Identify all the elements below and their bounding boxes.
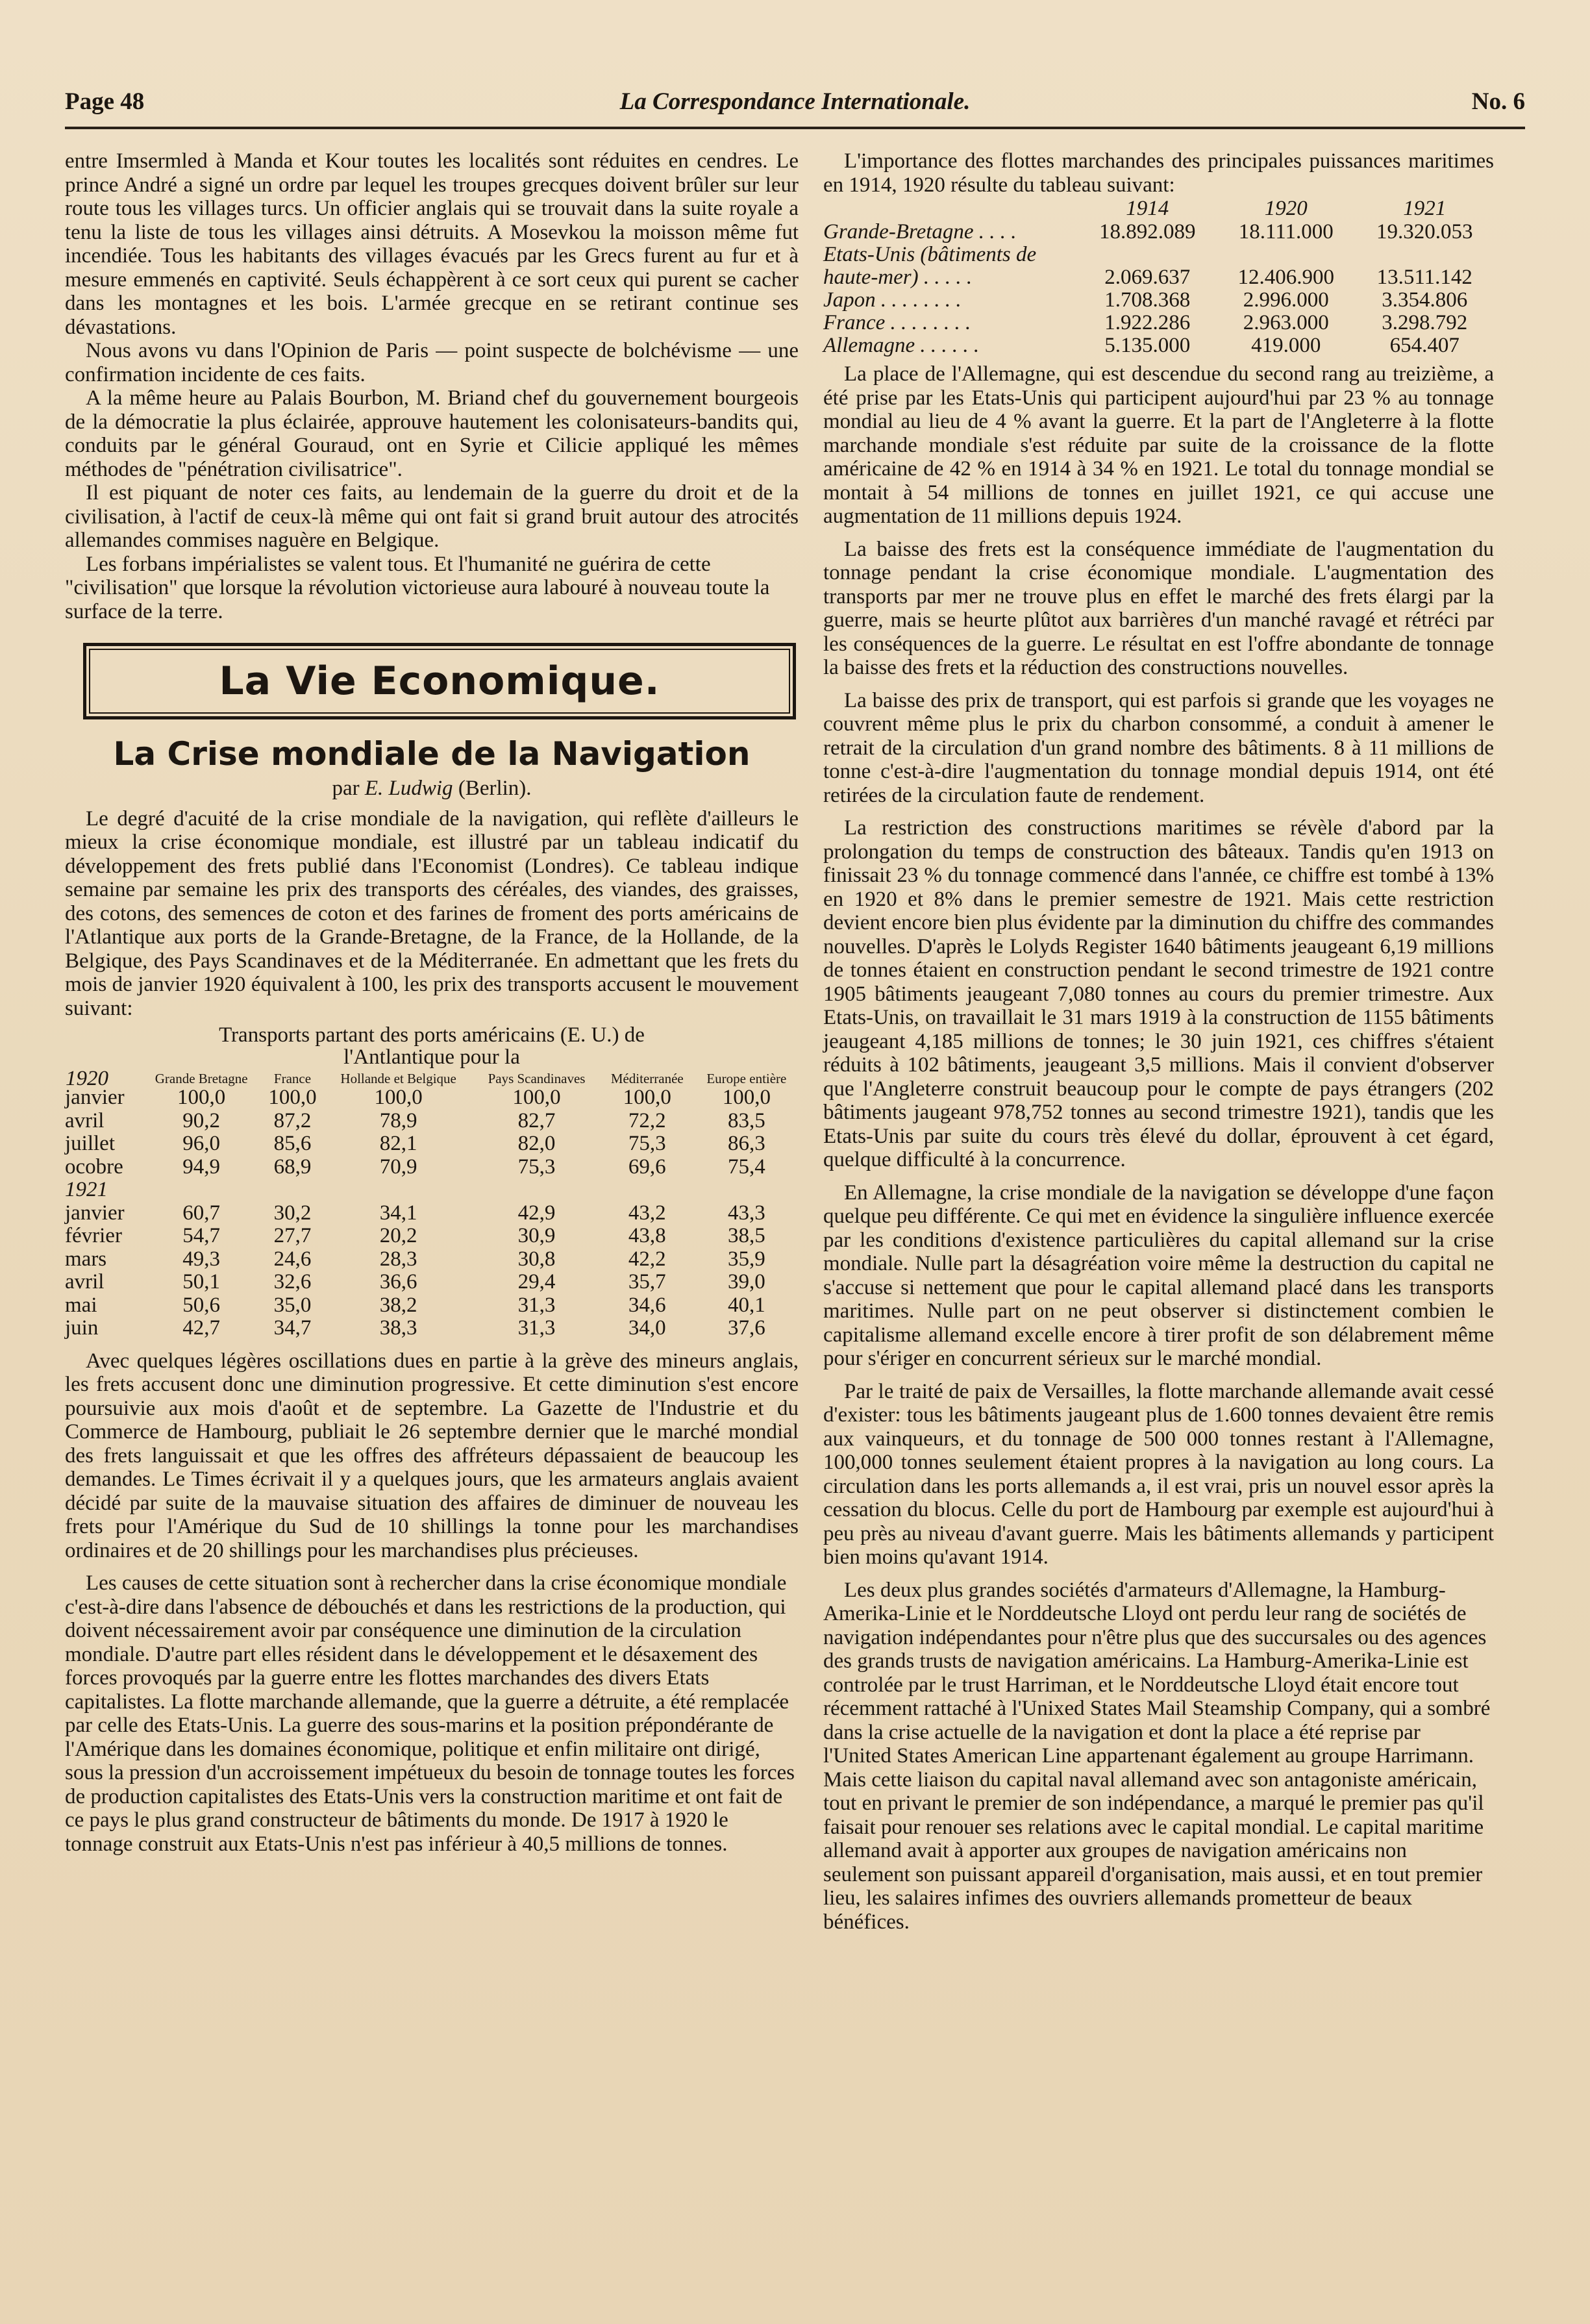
year-label: 1921 [65, 1178, 108, 1201]
table-cell [1356, 244, 1495, 266]
freight-caption-line: l'Antlantique pour la [343, 1045, 520, 1069]
table-cell: 82,7 [517, 1108, 556, 1132]
paragraph: Les causes de cette situation sont à rechercher dans la crise économique mondiale c'est-à-dire dans l'absence de débouchés et dans les restrictions de la production, qui doivent nécessairement avoir par conséquence une diminution de la circulation mondiale. D'autre part elles résident dans le développement et le désaxement des forces provoqués par la guerre entre les flottes marchandes des divers Etats capitalistes. La flotte marchande allemande, que la guerre a détruite, a été remplacée par celle des Etats-Unis. La guerre des sous-marins et la position prépondérante de l'Amérique dans les domaines économique, politique et enfin militaire ont dirigé, sous la pression d'un accroissement impétueux du besoin de tonnage toutes les forces de production capitalistes des Etats-Unis vers la construction maritime et ont fait de ce pays le plus grand constructeur de bâtiments du monde. De 1917 à 1920 le tonnage construit aux Etats-Unis n'est pas inférieur à 40,5 millions de tonnes. [65, 1571, 795, 1856]
paragraph: La place de l'Allemagne, qui est descendue du second rang au treizième, a été prise par les Etats-Unis qui participent aujourd'hui par 23 % au tonnage mondial au lieu de 4 % avant la guerre. Et la part de l'Angleterre à la flotte marchande mondiale s'est réduite par suite de la croissance de la flotte américaine de 42 % en 1914 à 34 % en 1921. Le total du tonnage mondial se montait à 54 millions de tonnes en juillet 1921, ce qui accuse une augmentation de 11 millions depuis 1924. [823, 362, 1494, 528]
table-cell: 38,3 [379, 1316, 417, 1340]
country-label: Etats-Unis (bâtiments de [823, 243, 1037, 266]
section-title: La Vie Economique. [89, 649, 790, 714]
table-row [65, 1156, 799, 1179]
table-cell: 34,1 [379, 1201, 417, 1225]
table-cell: 42,9 [517, 1201, 556, 1225]
table-cell: 94,9 [182, 1155, 221, 1179]
row-label: février [65, 1224, 122, 1247]
table-cell [1217, 244, 1355, 266]
table-cell: 82,1 [379, 1132, 417, 1155]
byline-prefix: par [332, 777, 360, 800]
freight-header-row [65, 1071, 799, 1086]
table-row [65, 1271, 799, 1294]
author-name: E. Ludwig [364, 777, 453, 800]
publication-title: La Correspondance Internationale. [619, 88, 971, 115]
table-cell: 42,2 [628, 1247, 666, 1271]
table-row [823, 312, 1494, 334]
table-cell: 100,0 [374, 1086, 423, 1109]
table-row [65, 1294, 799, 1318]
row-label: janvier [65, 1086, 125, 1109]
byline [65, 777, 799, 801]
table-row [65, 1132, 799, 1156]
column-header: Méditerranée [610, 1071, 684, 1086]
country-label: haute-mer) . . . . . [823, 266, 973, 289]
table-cell: 30,8 [517, 1247, 556, 1271]
table-cell: 70,9 [379, 1155, 417, 1179]
table-cell: 85,6 [273, 1132, 312, 1155]
table-row [65, 1202, 799, 1225]
row-label: janvier [65, 1201, 125, 1225]
freight-table [65, 1067, 799, 1340]
table-cell: 38,5 [728, 1224, 765, 1247]
row-label: avril [65, 1270, 105, 1293]
table-cell: 40,1 [728, 1293, 765, 1317]
left-column [65, 149, 799, 1856]
table-cell: 36,6 [379, 1270, 417, 1293]
table-cell: 3.354.806 [1382, 288, 1468, 312]
table-row [823, 289, 1494, 312]
paragraph: En Allemagne, la crise mondiale de la navigation se développe d'une façon quelque peu différente. Ce qui met en évidence la singulière influence exercée par les conditions d'existence particulières du capital allemand sur la crise mondiale. Nulle part la désagréation voire même la destruction du capital ne s'accuse si nettement que pour le capital allemand placé dans les transports maritimes. Nulle part on ne peut observer si distinctement combien le capitalisme allemand excelle encore à tirer profit de son délabrement même pour s'ériger en concurrent sérieux sur le marché mondial. [823, 1181, 1494, 1370]
year-row [65, 1179, 799, 1202]
paragraph: A la même heure au Palais Bourbon, M. Briand chef du gouvernement bourgeois de la démocratie la plus éclairée, approuve hautement les colonisateurs-bandits qui, conduits par le général Gouraud, ont en Syrie et Cilicie appliqué les mêmes méthodes de "pénétration civilisatrice". [65, 386, 799, 481]
table-cell: 96,0 [182, 1132, 221, 1155]
table-cell: 5.135.000 [1104, 334, 1191, 357]
table-cell: 87,2 [273, 1108, 312, 1132]
table-cell: 100,0 [623, 1086, 671, 1109]
table-cell: 18.892.089 [1099, 220, 1196, 244]
table-cell: 24,6 [273, 1247, 312, 1271]
paragraph: Les forbans impérialistes se valent tous. Et l'humanité ne guérira de cette "civilisation" que lorsque la révolution victorieuse aura labouré à nouveau toute la surface de la terre. [65, 552, 770, 623]
column-header: Europe entière [706, 1071, 787, 1086]
table-cell: 49,3 [182, 1247, 221, 1271]
table-cell: 43,2 [628, 1201, 666, 1225]
paragraph: Par le traité de paix de Versailles, la flotte marchande allemande avait cessé d'exister: tous les bâtiments jaugeant plus de 1.600 tonnes devaient être remis aux vainqueurs, et du tonnage de 500 000 tonnes restant à l'Allemagne, 100,000 tonnes seulement étaient propres à la navigation au long cours. La circulation dans les ports allemands a, il est vrai, pris un nouvel essor après la cessation du blocus. Celle du port de Hambourg par exemple est aujourd'hui à peu près au niveau d'avant guerre. Mais les bâtiments allemands y participent bien moins qu'avant 1914. [823, 1379, 1494, 1569]
table-row [823, 334, 1494, 357]
table-cell: 83,5 [728, 1108, 765, 1132]
table-cell: 1.708.368 [1104, 288, 1191, 312]
table-cell: 31,3 [517, 1293, 556, 1317]
table-cell: 31,3 [517, 1316, 556, 1340]
table-row [65, 1317, 799, 1340]
table-cell: 29,4 [517, 1270, 556, 1293]
year-label: 1920 [66, 1067, 108, 1090]
table-cell: 72,2 [628, 1108, 666, 1132]
freight-table-caption [65, 1024, 799, 1068]
column-header: France [273, 1071, 312, 1086]
table-cell: 2.996.000 [1243, 288, 1329, 312]
table-cell: 654.407 [1389, 334, 1460, 357]
table-cell: 2.963.000 [1243, 311, 1329, 334]
table-cell: 12.406.900 [1237, 266, 1334, 289]
table-cell: 100,0 [722, 1086, 771, 1109]
article-intro: Le degré d'acuité de la crise mondiale de la navigation, qui reflète d'ailleurs le mieux la crise économique mondiale, est illustré par un tableau indicatif du développement des frets publié dans l'Economist (Londres). Ce tableau indique semaine par semaine les prix des transports des céréales, des viandes, des graisses, des cotons, des semences de coton et des farines de froment des ports américains de l'Atlantique aux ports de la Grande-Bretagne, de la France, de la Hollande, de la Belgique, des Pays Scandinaves et de la Méditerranée. En admettant que les frets du mois de janvier 1920 équivalent à 100, les prix des transports accusent le mouvement suivant: [65, 806, 799, 1020]
table-row [65, 1248, 799, 1271]
row-label: mars [65, 1247, 107, 1271]
table-cell: 39,0 [728, 1270, 765, 1293]
issue-number: No. 6 [1471, 88, 1525, 115]
table-cell: 50,6 [182, 1293, 221, 1317]
country-label: Japon . . . . . . . . [823, 288, 962, 312]
paragraph: La restriction des constructions maritimes se révèle d'abord par la prolongation du temps de construction des bâteaux. Tandis qu'en 1913 on finissait 23 % du tonnage commencé dans l'année, ce chiffre est tombé à 13% en 1920 et 8% dans le premier semestre de 1921. Mais cette restriction devient encore bien plus évidente par la diminution du chiffre des commandes nouvelles. D'après le Lolyds Register 1640 bâtiments jeaugeant 6,19 millions de tonnes étaient en construction pendant le second trimestre de 1921 contre 1905 bâtiments jeaugeant 7,080 tonnes au cours du premier trimestre. Aux Etats-Unis, on travaillait le 31 mars 1919 à la construction de 1155 bâtiments jeaugeant 4,185 millions de tonnes; le 30 juin 1921, ces chiffres s'étaient réduits à 102 bâtiments, jeaugeant 3,5 millions. Mais il convient d'observer que l'Angleterre construit beaucoup pour le compte de pays étrangers (202 bâtiments jaugeant 978,752 tonnes au second trimestre 1921), tandis que les Etats-Unis par suite du cours très élevé du dollar, éprouvent à cet égard, quelque difficulté à la concurrence. [823, 816, 1494, 1171]
paragraph: La baisse des prix de transport, qui est parfois si grande que les voyages ne couvrent même plus le prix du charbon consommé, a conduit à amener le retrait de la circulation d'un grand nombre des bâtiments. 8 à 11 millions de tonne c'est-à-dire l'augmentation du tonnage mondial depuis 1914, ont été retirées de la circulation faute de rendement. [823, 688, 1494, 807]
table-cell: 38,2 [379, 1293, 417, 1317]
country-label: France . . . . . . . . [823, 311, 971, 334]
table-cell: 30,9 [517, 1224, 556, 1247]
right-column [823, 149, 1494, 1934]
row-label: ocobre [65, 1155, 123, 1179]
table-cell: 78,9 [379, 1108, 417, 1132]
table-cell: 35,7 [628, 1270, 666, 1293]
table-cell: 35,0 [273, 1293, 312, 1317]
paragraph: L'importance des flottes marchandes des principales puissances maritimes en 1914, 1920 résulte du tableau suivant: [823, 149, 1494, 197]
paragraph: La baisse des frets est la conséquence immédiate de l'augmentation du tonnage pendant la crise économique mondiale. L'augmentation des transports par mer ne trouve plus en effet le marché des frets élargi par la guerre, mais se heurte plûtot aux barrières d'un manché ravagé et rétréci par les conséquences de la guerre. Le résultat en est l'offre abondante de tonnage la baisse des frets et la réduction des constructions nouvelles. [823, 537, 1494, 679]
byline-suffix: (Berlin). [458, 777, 532, 800]
year-header: 1920 [1264, 197, 1308, 220]
table-row [65, 1110, 799, 1133]
column-header: Pays Scandinaves [488, 1071, 586, 1086]
paragraph: Avec quelques légères oscillations dues en partie à la grève des mineurs anglais, les frets accusent donc une diminution progressive. Et cette diminution s'est encore poursuivie aux mois d'août et de septembre. La Gazette de l'Industrie et du Commerce de Hambourg, publiait le 26 septembre dernier que le marché mondial des frets languissait et que les offres des affréteurs dépassaient de beaucoup les demandes. Le Times écrivait il y a quelques jours, que les armateurs anglais avaient décidé par suite de la mauvaise situation des affaires de diminuer de nouveau les frets pour l'Amérique du Sud de 10 shillings la tonne pour les marchandises ordinaires et de 20 shillings pour les marchandises plus précieuses. [65, 1349, 799, 1562]
page-header [65, 81, 1525, 129]
row-label: mai [65, 1293, 97, 1317]
table-cell: 69,6 [628, 1155, 666, 1179]
table-row [65, 1225, 799, 1248]
table-cell: 90,2 [182, 1108, 221, 1132]
table-cell: 100,0 [512, 1086, 561, 1109]
table-cell: 30,2 [273, 1201, 312, 1225]
table-cell: 37,6 [728, 1316, 765, 1340]
paragraph: entre Imsermled à Manda et Kour toutes les localités sont réduites en cendres. Le prince André a signé un ordre par lequel les troupes grecques doivent brûler sur leur route tous les villages turcs. Un officier anglais qui se trouvait dans la suite royale a tenu la liste de tous les villages ainsi détruits. A Mosevkou la moisson même fut incendiée. Tous les habitants des villages évacués par les Grecs furent au fur et à mesure emmenés en captivité. Seuls échappèrent à ce sort ceux qui purent se cacher dans les montagnes et les bois. L'armée grecque en se retirant continue ses dévastations. [65, 149, 799, 339]
year-header: 1921 [1403, 197, 1447, 220]
table-cell: 19.320.053 [1376, 220, 1473, 244]
table-cell: 82,0 [517, 1132, 556, 1155]
table-row [823, 221, 1494, 244]
section-heading-box [83, 643, 796, 719]
table-cell: 2.069.637 [1104, 266, 1191, 289]
table-row [823, 266, 1494, 289]
country-label: Grande-Bretagne . . . . [823, 220, 1017, 244]
table-cell [1078, 244, 1217, 266]
row-label: juillet [65, 1132, 115, 1155]
table-cell: 75,3 [517, 1155, 556, 1179]
fleet-table [823, 197, 1494, 357]
table-cell: 60,7 [182, 1201, 221, 1225]
table-cell: 28,3 [379, 1247, 417, 1271]
table-cell: 34,7 [273, 1316, 312, 1340]
paragraph: Nous avons vu dans l'Opinion de Paris — point suspecte de bolchévisme — une confirmation incidente de ces faits. [65, 339, 799, 386]
paragraph: Il est piquant de noter ces faits, au lendemain de la guerre du droit et de la civilisation, à l'actif de ceux-là même qui ont fait si grand bruit autour des atrocités allemandes commises naguère en Belgique. [65, 481, 799, 552]
table-cell: 34,6 [628, 1293, 666, 1317]
paragraph: Les deux plus grandes sociétés d'armateurs d'Allemagne, la Hamburg-Amerika-Linie et le Norddeutsche Lloyd ont perdu leur rang de sociétés de navigation indépendantes pour n'être plus que des succursales ou des agences des grands trusts de navigation américains. La Hamburg-Amerika-Linie est controlée par le trust Harriman, et le Norddeutsche Lloyd était encore tout récemment rattaché à l'Unixed States Mail Steamship Company, qui a sombré dans la crise actuelle de la navigation et dont la place a été reprise par l'United States American Line appartenant également au groupe Harrimann. Mais cette liaison du capital naval allemand avec son antagoniste américain, tout en privant le premier de son indépendance, a marqué le premier pas qu'il faisait pour renouer ses relations avec le capital mondial. Le capital maritime allemand avait à apporter aux groupes de navigation américains non seulement son puissant appareil d'organisation, mais aussi, et en tout premier lieu, les salaires infimes des ouvriers allemands prometteur de beaux bénéfices. [823, 1578, 1491, 1934]
table-cell: 35,9 [728, 1247, 765, 1271]
table-cell: 75,4 [728, 1155, 765, 1179]
table-cell: 32,6 [273, 1270, 312, 1293]
table-cell: 419.000 [1251, 334, 1321, 357]
table-cell: 42,7 [182, 1316, 221, 1340]
table-cell: 13.511.142 [1376, 266, 1472, 289]
column-header: Grande Bretagne [155, 1071, 248, 1086]
table-cell: 34,0 [628, 1316, 666, 1340]
freight-caption-line: Transports partant des ports américains (E. U.) de [219, 1023, 645, 1047]
table-cell: 43,3 [728, 1201, 765, 1225]
table-cell: 75,3 [628, 1132, 666, 1155]
table-cell: 100,0 [268, 1086, 317, 1109]
table-cell: 43,8 [628, 1224, 666, 1247]
table-cell: 54,7 [182, 1224, 221, 1247]
article-title: La Crise mondiale de la Navigation [113, 735, 751, 773]
country-label: Allemagne . . . . . . [823, 334, 980, 357]
year-header: 1914 [1126, 197, 1169, 220]
fleet-header-row [823, 197, 1494, 221]
table-row [823, 244, 1494, 266]
table-cell: 20,2 [379, 1224, 417, 1247]
table-row [65, 1086, 799, 1110]
table-cell: 68,9 [273, 1155, 312, 1179]
page-number: Page 48 [65, 88, 145, 115]
column-header: Hollande et Belgique [340, 1071, 456, 1086]
table-cell: 1.922.286 [1104, 311, 1191, 334]
table-cell: 86,3 [728, 1132, 765, 1155]
table-cell: 27,7 [273, 1224, 312, 1247]
table-cell: 3.298.792 [1382, 311, 1468, 334]
table-cell: 18.111.000 [1238, 220, 1334, 244]
table-cell: 100,0 [177, 1086, 226, 1109]
row-label: juin [65, 1316, 99, 1340]
row-label: avril [65, 1108, 105, 1132]
table-cell: 50,1 [182, 1270, 221, 1293]
